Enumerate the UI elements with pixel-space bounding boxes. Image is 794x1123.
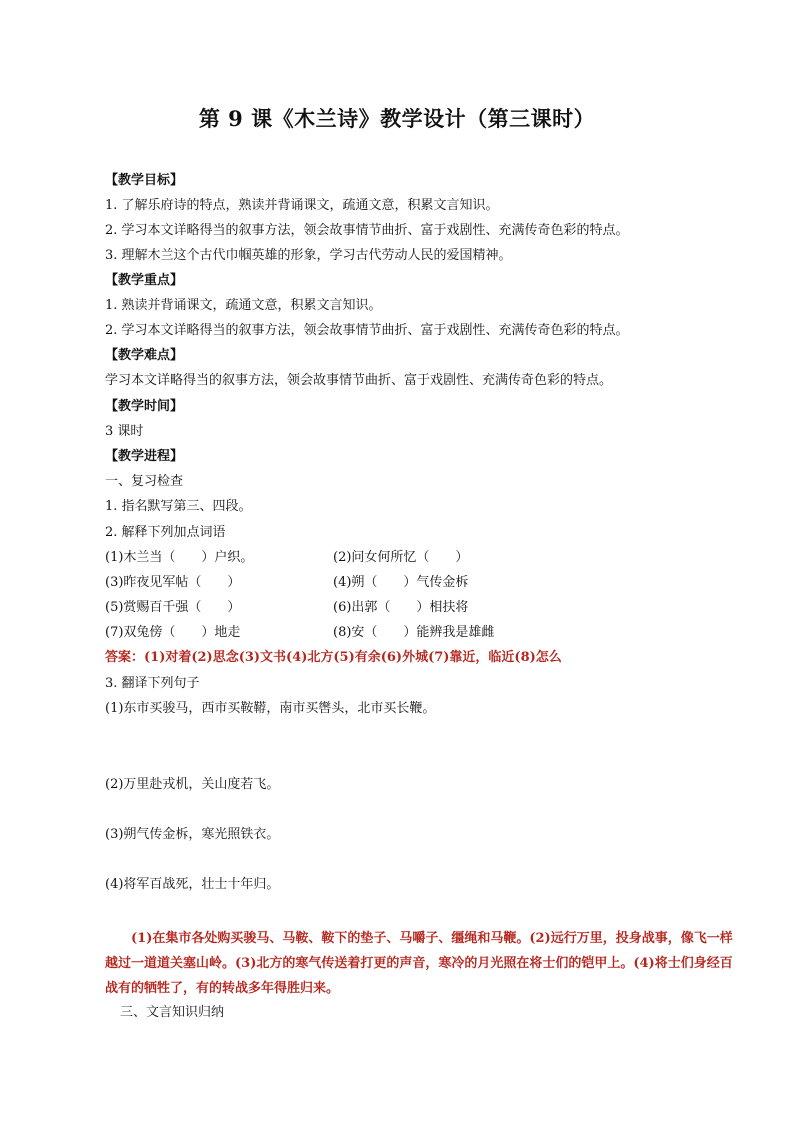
word-item: (2)问女何所忆（ ）: [333, 550, 469, 565]
time-text: 3 课时: [105, 424, 144, 439]
word-item: (7)双兔傍（ ）地走: [105, 625, 241, 640]
word-item: (5)赏赐百千强（ ）: [105, 600, 241, 615]
key-point-1: 1. 熟读并背诵课文，疏通文意，积累文言知识。: [105, 298, 382, 313]
key-point-2: 2. 学习本文详略得当的叙事方法，领会故事情节曲折、富于戏剧性、充满传奇色彩的特点。: [105, 323, 629, 338]
word-item: (6)出郭（ ）相扶将: [333, 600, 469, 615]
task-2: 2. 解释下列加点词语: [105, 525, 226, 540]
key-points-heading: 【教学重点】: [105, 273, 184, 288]
goal-item-2: 2. 学习本文详略得当的叙事方法，领会故事情节曲折、富于戏剧性、充满传奇色彩的特点。: [105, 223, 629, 238]
answer-translations: (1)在集市各处购买骏马、马鞍、鞍下的垫子、马嚼子、缰绳和马鞭。(2)远行万里，投身战事，像飞一样越过一道道关塞山岭。(3)北方的寒气传送着打更的声音，寒冷的月光照在将士们的铠甲上。(4)将士们身经百战有的牺牲了，有的转战多年得胜归来。: [105, 931, 733, 996]
task-3: 3. 翻译下列句子: [105, 676, 200, 691]
sentence-4: (4)将军百战死，壮士十年归。: [105, 877, 280, 892]
sentence-3: (3)朔气传金柝，寒光照铁衣。: [105, 827, 280, 842]
goal-item-3: 3. 理解木兰这个古代巾帼英雄的形象，学习古代劳动人民的爱国精神。: [105, 248, 512, 263]
goal-item-1: 1. 了解乐府诗的特点，熟读并背诵课文，疏通文意，积累文言知识。: [105, 198, 499, 213]
word-item: (8)安（ ）能辨我是雄雌: [333, 625, 495, 640]
goals-heading: 【教学目标】: [105, 173, 184, 188]
word-item: (4)朔（ ）气传金柝: [333, 575, 469, 590]
section-3-heading: 三、文言知识归纳: [120, 1005, 225, 1020]
answer-words: 答案：(1)对着(2)思念(3)文书(4)北方(5)有余(6)外城(7)靠近，临近(8)怎么: [105, 650, 562, 665]
process-heading: 【教学进程】: [105, 449, 184, 464]
section-1-heading: 一、复习检查: [105, 474, 184, 489]
sentence-1: (1)东市买骏马，西市买鞍鞯，南市买辔头，北市买长鞭。: [105, 701, 436, 716]
difficulty-heading: 【教学难点】: [105, 348, 184, 363]
time-heading: 【教学时间】: [105, 399, 184, 414]
word-item: (1)木兰当（ ）户织。: [105, 550, 254, 565]
sentence-2: (2)万里赴戎机，关山度若飞。: [105, 777, 280, 792]
difficulty-text: 学习本文详略得当的叙事方法，领会故事情节曲折、富于戏剧性、充满传奇色彩的特点。: [105, 373, 613, 388]
task-1: 1. 指名默写第三、四段。: [105, 499, 252, 514]
page-title: 第 9 课《木兰诗》教学设计（第三课时）: [198, 106, 596, 131]
word-item: (3)昨夜见军帖（ ）: [105, 575, 241, 590]
